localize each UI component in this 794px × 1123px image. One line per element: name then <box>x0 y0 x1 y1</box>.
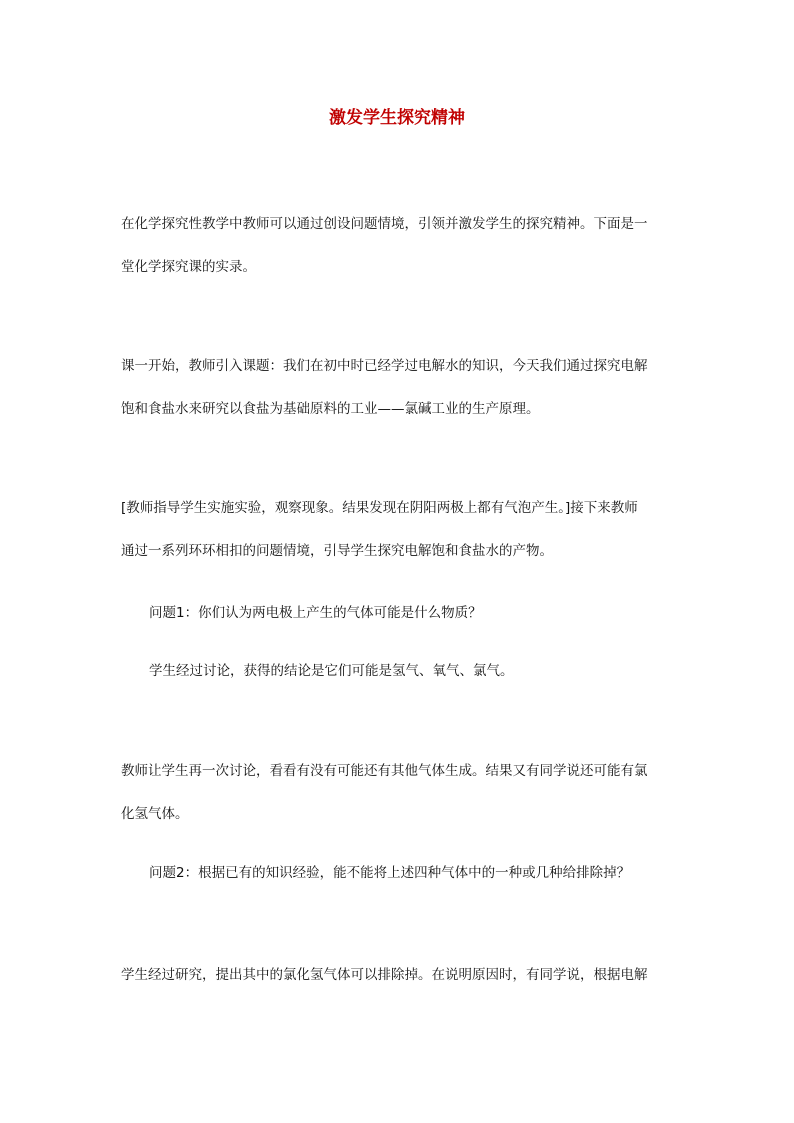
paragraph-line: 学生经过研究，提出其中的氯化氢气体可以排除掉。在说明原因时，有同学说，根据电解 <box>121 967 648 983</box>
paragraph-research <box>121 954 669 997</box>
paragraph-line: 问题2：根据已有的知识经验，能不能将上述四种气体中的一种或几种给排除掉？ <box>149 865 631 881</box>
paragraph-second-discussion <box>121 750 669 836</box>
paragraph-question-1 <box>149 592 669 635</box>
paragraph-line: 饱和食盐水来研究以食盐为基础原料的工业——氯碱工业的生产原理。 <box>121 401 540 417</box>
paragraph-line: 教师让学生再一次讨论，看看有没有可能还有其他气体生成。结果又有同学说还可能有氯 <box>121 763 648 779</box>
paragraph-line: 化氢气体。 <box>121 806 189 822</box>
paragraph-line: 在化学探究性教学中教师可以通过创设问题情境，引领并激发学生的探究精神。下面是一 <box>121 216 648 232</box>
paragraph-line: 学生经过讨论，获得的结论是它们可能是氢气、氧气、氯气。 <box>149 663 514 679</box>
paragraph-line: [教师指导学生实施实验，观察现象。结果发现在阴阳两极上都有气泡产生。]接下来教师 <box>121 500 638 516</box>
paragraph-line: 堂化学探究课的实录。 <box>121 259 256 275</box>
paragraph-intro <box>121 203 669 289</box>
paragraph-experiment <box>121 487 669 573</box>
document-title: 激发学生探究精神 <box>329 108 465 128</box>
paragraph-line: 问题1：你们认为两电极上产生的气体可能是什么物质？ <box>149 605 482 621</box>
paragraph-line: 通过一系列环环相扣的问题情境，引导学生探究电解饱和食盐水的产物。 <box>121 543 553 559</box>
paragraph-lesson-start <box>121 345 669 431</box>
paragraph-discussion <box>149 650 669 693</box>
paragraph-question-2 <box>149 852 669 895</box>
paragraph-line: 课一开始，教师引入课题：我们在初中时已经学过电解水的知识，今天我们通过探究电解 <box>121 358 648 374</box>
